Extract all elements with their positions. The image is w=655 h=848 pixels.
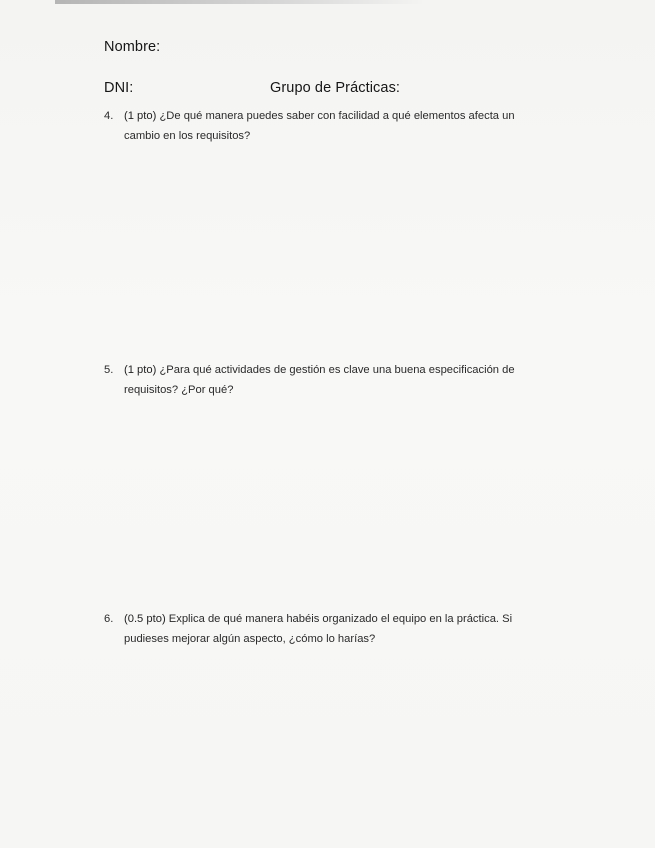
question-text-line1: ¿De qué manera puedes saber con facilidad a qué elementos afecta un xyxy=(159,110,515,122)
question-text-line2: pudieses mejorar algún aspecto, ¿cómo lo harías? xyxy=(124,633,376,645)
question-4 xyxy=(104,106,544,146)
question-points: (1 pto) xyxy=(124,110,157,122)
question-number: 5. xyxy=(104,364,114,376)
question-5 xyxy=(104,360,544,400)
dni-label: DNI: xyxy=(104,80,134,96)
question-text-line2: requisitos? ¿Por qué? xyxy=(124,384,234,396)
scan-edge-shadow xyxy=(55,0,425,4)
question-6 xyxy=(104,609,544,649)
nombre-label: Nombre: xyxy=(104,39,161,55)
question-text-line2: cambio en los requisitos? xyxy=(124,130,251,142)
question-points: (1 pto) xyxy=(124,364,157,376)
question-text-line1: Explica de qué manera habéis organizado el equipo en la práctica. Si xyxy=(168,613,513,625)
question-points: (0.5 pto) xyxy=(124,613,166,625)
question-text-line1: ¿Para qué actividades de gestión es clave una buena especificación de xyxy=(159,364,515,376)
grupo-practicas-label: Grupo de Prácticas: xyxy=(270,80,401,96)
question-number: 6. xyxy=(104,613,114,625)
question-number: 4. xyxy=(104,110,114,122)
